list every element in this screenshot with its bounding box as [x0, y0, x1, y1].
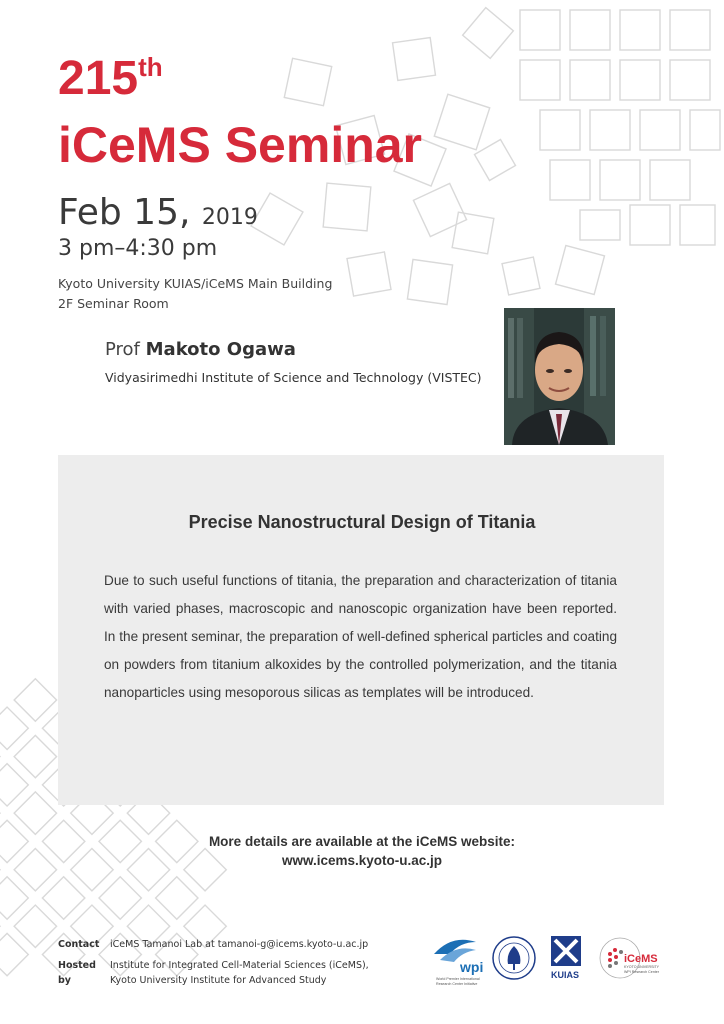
footer-info — [58, 937, 369, 988]
event-date-day: Feb 15, — [58, 192, 191, 233]
kyoto-university-seal — [493, 937, 535, 979]
abstract-title: Precise Nanostructural Design of Titania — [188, 512, 536, 532]
speaker-fullname: Makoto Ogawa — [145, 339, 296, 360]
abstract-body: Due to such useful functions of titania, the preparation and characterization of titania with varied phases, macroscopic and nanoscopic organization have been reported. In the present seminar, the preparation of well-defined spherical particles and coating on powders from titanium alkoxides by the controlled polymerization, and the titania nanoparticles using mesoporous silicas as templates will be introduced. — [104, 573, 617, 700]
seminar-number-value: 215 — [58, 52, 139, 105]
hosted-line-2: Kyoto University Institute for Advanced Study — [110, 975, 327, 986]
website-link[interactable]: www.icems.kyoto-u.ac.jp — [281, 853, 443, 868]
more-info — [0, 832, 724, 870]
icems-subtitle-2: WPI Research Center — [624, 970, 659, 974]
contact-value[interactable]: iCeMS Tamanoi Lab at tamanoi-g@icems.kyoto-u.ac.jp — [110, 939, 369, 950]
event-date-year: 2019 — [201, 205, 258, 230]
wpi-subtitle-1: World Premier International — [436, 977, 480, 981]
icems-subtitle-1: KYOTO UNIVERSITY — [624, 965, 660, 969]
seminar-title: iCeMS Seminar — [58, 117, 423, 173]
seminar-ordinal: th — [138, 52, 163, 82]
venue-line-1: Kyoto University KUIAS/iCeMS Main Building — [58, 276, 333, 291]
wpi-logo — [434, 940, 483, 986]
wpi-subtitle-2: Research Center Initiative — [436, 982, 478, 986]
hosted-label: Hosted by — [58, 960, 96, 986]
contact-label: Contact — [58, 939, 100, 950]
kuias-logo — [551, 936, 581, 980]
event-time: 3 pm–4:30 pm — [58, 236, 218, 261]
speaker-name — [105, 341, 296, 359]
speaker-prefix: Prof — [105, 339, 140, 360]
contact-row — [58, 937, 369, 952]
venue-line-2: 2F Seminar Room — [58, 296, 169, 311]
icems-logo — [600, 938, 660, 978]
speaker-photo — [504, 308, 615, 445]
event-date — [58, 192, 258, 233]
icems-logo-text: iCeMS — [624, 953, 658, 965]
sponsor-logos — [430, 930, 670, 990]
more-info-text: More details are available at the iCeMS website: — [208, 834, 516, 849]
hosted-line-1: Institute for Integrated Cell-Material Sciences (iCeMS), — [110, 960, 369, 971]
wpi-logo-text: wpi — [460, 959, 484, 975]
seminar-number — [58, 52, 163, 105]
hosted-value — [110, 958, 369, 988]
speaker-portrait-image — [504, 308, 615, 445]
event-venue — [58, 274, 332, 314]
hosted-row — [58, 958, 369, 988]
speaker-affiliation: Vidyasirimedhi Institute of Science and Technology (VISTEC) — [105, 370, 482, 385]
kuias-logo-text: KUIAS — [551, 970, 580, 980]
